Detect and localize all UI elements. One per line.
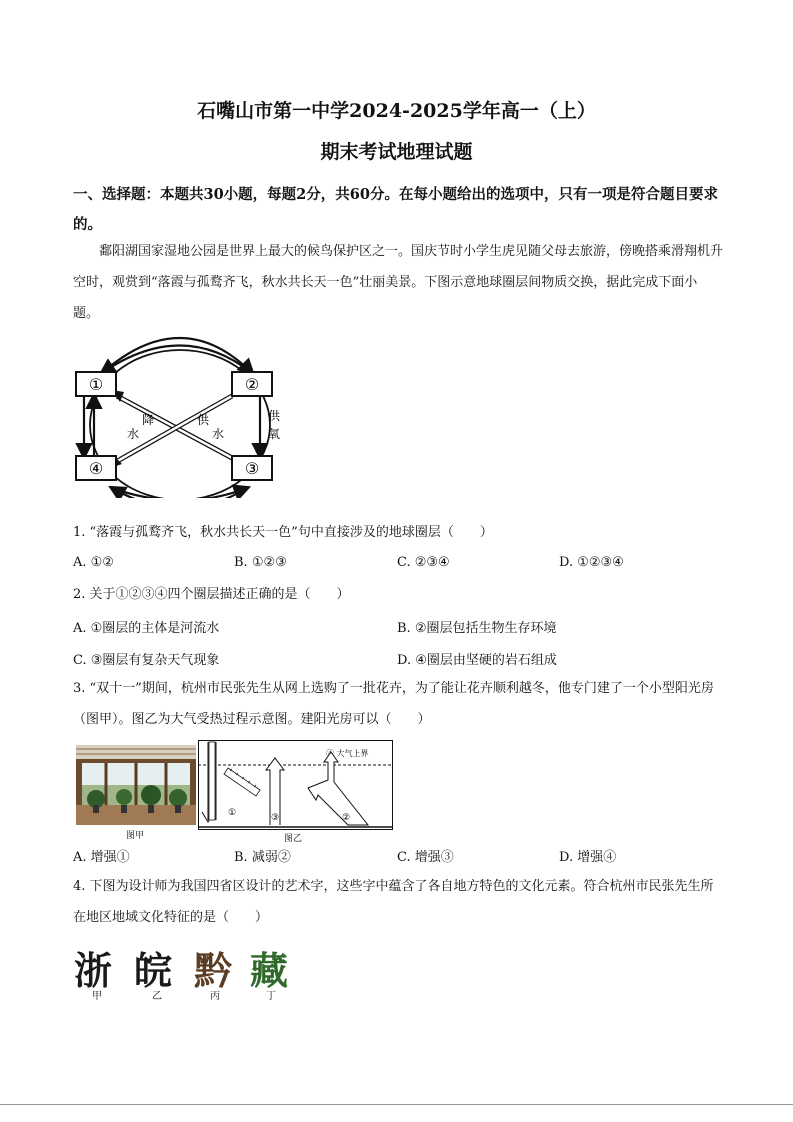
art-label-ding: 丁 (266, 991, 276, 1002)
art-label-jia: 甲 (92, 991, 102, 1002)
question-2-stem: 2. 关于①②③④四个圈层描述正确的是（ ） (73, 587, 350, 602)
sphere-box-2: ② (244, 375, 260, 394)
sunroom-photo (76, 745, 196, 825)
artistic-characters (74, 940, 304, 993)
question-1-option-a[interactable]: A. ①② (73, 555, 114, 570)
question-3-option-a[interactable]: A. 增强① (73, 850, 130, 865)
question-4-stem: 4. 下图为设计师为我国四省区设计的艺术字，这些字中蕴含了各自地方特色的文化元素。符合杭州市民张先生所在地区地域文化特征的是（ ） (73, 879, 714, 925)
label-oxygen-top: 供 (268, 409, 281, 423)
question-3-option-c[interactable]: C. 增强③ (397, 850, 454, 865)
label-arrow-3: ③ (270, 813, 280, 823)
figure-b-caption: 图乙 (284, 834, 303, 844)
exam-title-line2: 期末考试地理试题 (320, 141, 473, 163)
question-1-option-c[interactable]: C. ②③④ (397, 555, 450, 570)
passage-1: 鄱阳湖国家湿地公园是世界上最大的候鸟保护区之一。国庆节时小学生虎见随父母去旅游，傍晚搭乘滑翔机升空时，观赏到“落霞与孤鹜齐飞，秋水共长天一色”壮丽美景。下图示意地球圈层间物质交换，据此完成下面小题。 (73, 244, 724, 321)
section-heading: 一、选择题：本题共30小题，每题2分，共60分。在每小题给出的选项中，只有一项是符合题目要求的。 (73, 186, 718, 233)
art-char-wan: 皖 (134, 949, 173, 993)
question-3-stem: 3. “双十一”期间，杭州市民张先生从网上选购了一批花卉，为了能让花卉顺利越冬，他专门建了一个小型阳光房（图甲）。图乙为大气受热过程示意图。建阳光房可以（ ） (73, 681, 714, 727)
question-1-stem: 1. “落霞与孤鹜齐飞，秋水共长天一色”句中直接涉及的地球圈层（ ） (73, 525, 493, 540)
label-oxygen-bottom: 氧 (268, 427, 281, 441)
question-3-option-d[interactable]: D. 增强④ (559, 850, 617, 865)
art-label-bing: 丙 (210, 991, 220, 1002)
sphere-box-1: ① (88, 375, 104, 394)
label-supply: 供 (197, 413, 210, 427)
question-1-option-d[interactable]: D. ①②③④ (559, 555, 624, 570)
question-2-option-c[interactable]: C. ③圈层有复杂天气现象 (73, 653, 220, 668)
atmospheric-heating-diagram (198, 740, 393, 830)
sphere-exchange-diagram (72, 328, 292, 498)
label-atmosphere-top: ④ 大气上界 (326, 749, 369, 758)
label-water-right: 水 (212, 427, 225, 441)
art-char-zhe: 浙 (74, 949, 113, 993)
sphere-box-3: ③ (244, 459, 260, 478)
question-2-option-d[interactable]: D. ④圈层由坚硬的岩石组成 (397, 653, 557, 668)
figure-a-caption: 图甲 (126, 831, 145, 841)
footer-divider (0, 1104, 793, 1105)
label-water-left: 水 (127, 427, 140, 441)
art-label-yi: 乙 (152, 991, 162, 1002)
question-3-option-b[interactable]: B. 减弱② (234, 850, 291, 865)
label-arrow-2: ② (342, 813, 351, 823)
art-char-zang: 藏 (250, 949, 289, 993)
label-rain: 降 (142, 413, 155, 427)
label-arrow-1: ① (228, 808, 237, 818)
sphere-box-4: ④ (88, 459, 104, 478)
exam-title-line1: 石嘴山市第一中学2024-2025学年高一（上） (197, 100, 596, 122)
question-2-option-a[interactable]: A. ①圈层的主体是河流水 (73, 621, 220, 636)
question-2-option-b[interactable]: B. ②圈层包括生物生存环境 (397, 621, 557, 636)
question-1-option-b[interactable]: B. ①②③ (234, 555, 287, 570)
art-char-qian: 黔 (194, 949, 233, 993)
